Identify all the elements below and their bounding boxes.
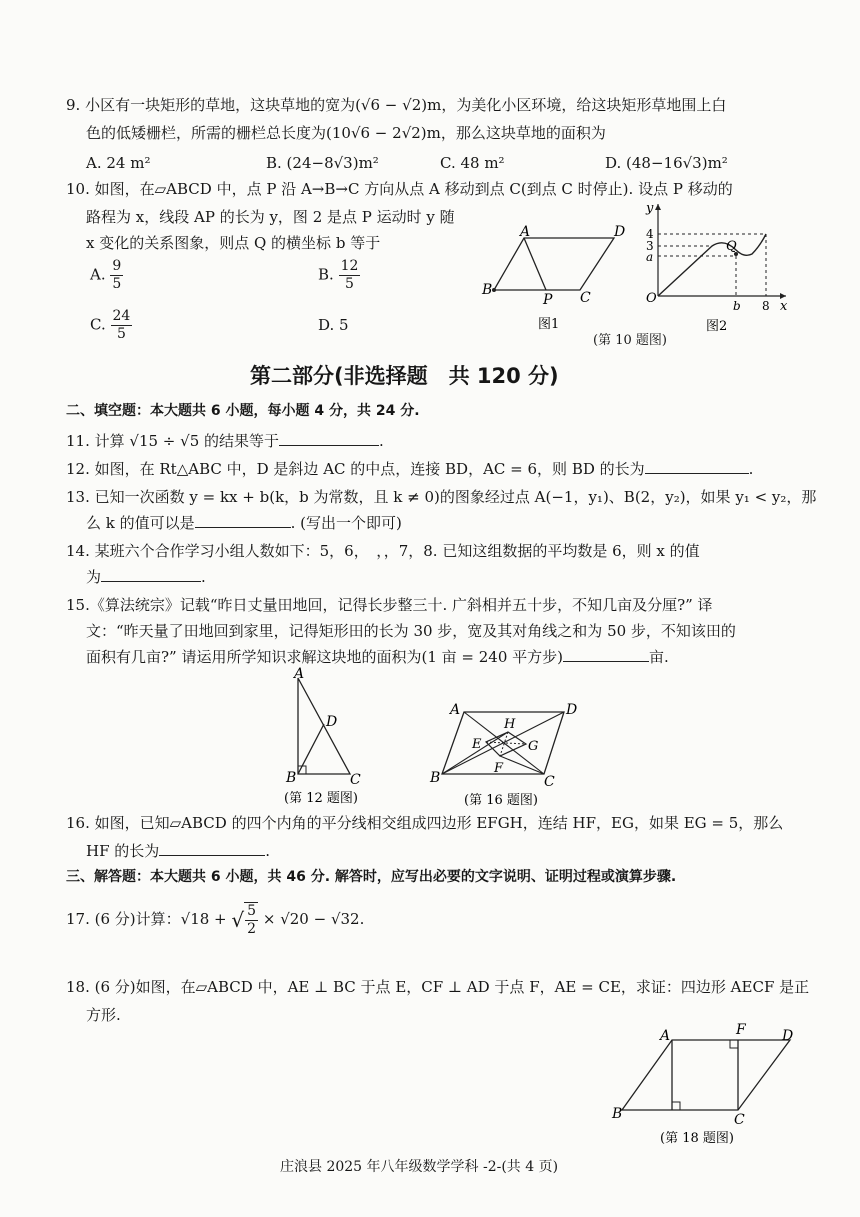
q15-line2: 文：“昨天量了田地回到家里，记得矩形田的长为 30 步，宽及其对角线之和为 50 步，不知该田的	[86, 622, 736, 640]
q15-line3: 面积有几亩?” 请运用所学知识求解这块地的面积为(1 亩 = 240 平方步) 亩.	[86, 648, 669, 666]
fig1-caption: 图1	[538, 317, 560, 332]
graph-curve	[658, 234, 766, 296]
q12-answer-blank[interactable]	[645, 459, 749, 474]
label-b: B	[286, 770, 297, 786]
label-q: Q	[726, 239, 737, 254]
label-c: C	[734, 1112, 745, 1128]
q10-option-b-fraction: $\frac{12}{5}$	[340, 258, 359, 292]
q11-answer-blank[interactable]	[279, 431, 379, 446]
page-footer: 庄浪县 2025 年八年级数学学科 -2-(共 4 页)	[280, 1159, 559, 1175]
right-angle-e	[672, 1102, 680, 1110]
tick-3: 3	[646, 239, 654, 253]
q12-figure	[280, 664, 380, 810]
label-d: D	[566, 702, 578, 718]
label-a: A	[660, 1028, 671, 1044]
q10-option-b: B. $\frac{12}{5}$	[318, 258, 359, 292]
parallelogram-abcd	[622, 1040, 790, 1110]
q18-line2: 方形.	[86, 1006, 121, 1024]
tick-8: 8	[762, 299, 770, 313]
q11: 11. 计算 √15 ÷ √5 的结果等于 .	[66, 432, 384, 450]
label-c: C	[544, 774, 555, 790]
label-b: B	[482, 282, 493, 298]
label-d: D	[614, 224, 626, 240]
q18-figure	[610, 1018, 800, 1148]
q15-answer-blank[interactable]	[563, 647, 649, 662]
q13-line2: 么 k 的值可以是 . (写出一个即可)	[86, 514, 402, 532]
parallelogram-abcd	[494, 238, 614, 290]
label-a: A	[450, 702, 461, 718]
point-b-dot	[492, 288, 496, 292]
q16-answer-blank[interactable]	[159, 841, 265, 856]
tick-4: 4	[646, 227, 654, 241]
q10-line2: 路程为 x，线段 AP 的长为 y，图 2 是点 P 运动时 y 随	[86, 208, 455, 226]
label-c: C	[580, 290, 591, 306]
section3-heading: 三、解答题：本大题共 6 小题，共 46 分. 解答时，应写出必要的文字说明、证明过程或演算步骤.	[66, 869, 677, 885]
section2-heading: 二、填空题：本大题共 6 小题，每小题 4 分，共 24 分.	[66, 403, 420, 419]
segment-ap	[524, 238, 546, 290]
q10-option-a-fraction: $\frac{9}{5}$	[112, 258, 122, 292]
q10-option-a: A. $\frac{9}{5}$	[90, 258, 122, 292]
fig18-caption: (第 18 题图)	[660, 1131, 734, 1146]
q17-fraction: $\frac{5}{2}$	[244, 902, 258, 938]
label-h: H	[504, 717, 516, 732]
q9-line1: 9. 小区有一块矩形的草地，这块草地的宽为(√6 − √2)m，为美化小区环境，给这块矩形草地围上白	[66, 96, 727, 114]
fig12-caption: (第 12 题图)	[284, 791, 358, 806]
q10-line1: 10. 如图，在▱ABCD 中，点 P 沿 A→B→C 方向从点 A 移动到点 C(到点 C 时停止). 设点 P 移动的	[66, 180, 733, 198]
label-p: P	[543, 292, 553, 308]
label-b: B	[430, 770, 441, 786]
q14-line2: 为 .	[86, 568, 206, 586]
tick-b: b	[733, 299, 741, 313]
q18-line1: 18. (6 分)如图，在▱ABCD 中，AE ⊥ BC 于点 E，CF ⊥ AD 于点 F，AE = CE，求证：四边形 AECF 是正	[66, 978, 810, 996]
axis-label-y: y	[646, 201, 654, 216]
y-axis-arrow	[655, 204, 661, 210]
fig16-caption: (第 16 题图)	[464, 793, 538, 808]
q15-line1: 15.《算法统宗》记载“昨日丈量田地回，记得长步整三十. 广斜相并五十步，不知几亩及分厘?” 译	[66, 596, 713, 614]
q9-option-d: D. (48−16√3)m²	[605, 154, 728, 172]
label-d: D	[326, 714, 338, 730]
q13-line1: 13. 已知一次函数 y = kx + b(k，b 为常数，且 k ≠ 0)的图象经过点 A(−1，y₁)、B(2，y₂)，如果 y₁ < y₂，那	[66, 488, 817, 506]
q10-option-c: C. $\frac{24}{5}$	[90, 308, 131, 342]
q16-line1: 16. 如图，已知▱ABCD 的四个内角的平分线相交组成四边形 EFGH，连结 HF，EG，如果 EG = 5，那么	[66, 814, 784, 832]
label-e: E	[472, 737, 482, 752]
axis-label-x: x	[780, 299, 788, 314]
q9-option-c: C. 48 m²	[440, 154, 505, 172]
label-a: A	[294, 666, 305, 682]
origin-label: O	[646, 291, 657, 306]
q10-figure-2	[640, 198, 790, 334]
label-b: B	[612, 1106, 623, 1122]
q14-line1: 14. 某班六个合作学习小组人数如下：5，6， ，，7，8. 已知这组数据的平均数是 6，则 x 的值	[66, 542, 700, 560]
label-f: F	[736, 1022, 746, 1038]
part2-title: 第二部分(非选择题 共 120 分)	[250, 364, 559, 388]
q10-figure-caption: (第 10 题图)	[593, 333, 667, 348]
label-a: A	[520, 224, 531, 240]
q12: 12. 如图，在 Rt△ABC 中，D 是斜边 AC 的中点，连接 BD，AC = 6，则 BD 的长为 .	[66, 460, 754, 478]
q10-option-c-fraction: $\frac{24}{5}$	[112, 308, 131, 342]
q9-line2: 色的低矮栅栏，所需的栅栏总长度为(10√6 − 2√2)m，那么这块草地的面积为	[86, 124, 606, 142]
q10-option-d: D. 5	[318, 316, 349, 334]
label-d: D	[782, 1028, 794, 1044]
sqrt-symbol: √	[231, 908, 245, 932]
q17: 17. (6 分)计算：√18 + √ $\frac{5}{2}$ × √20 − √32.	[66, 903, 365, 937]
q13-answer-blank[interactable]	[195, 513, 291, 528]
label-g: G	[528, 739, 539, 754]
tick-a: a	[646, 250, 654, 264]
right-angle-f	[730, 1040, 738, 1048]
fig2-caption: 图2	[706, 319, 728, 334]
q10-line3: x 变化的关系图象，则点 Q 的横坐标 b 等于	[86, 234, 381, 252]
bisector-c	[500, 756, 544, 774]
label-c: C	[350, 772, 361, 788]
q16-figure	[428, 698, 588, 810]
q9-option-b: B. (24−8√3)m²	[266, 154, 379, 172]
label-f: F	[494, 761, 504, 776]
q16-line2: HF 的长为 .	[86, 842, 271, 860]
q10-figure-1	[480, 222, 630, 334]
q14-answer-blank[interactable]	[101, 567, 201, 582]
q9-option-a: A. 24 m²	[86, 154, 151, 172]
